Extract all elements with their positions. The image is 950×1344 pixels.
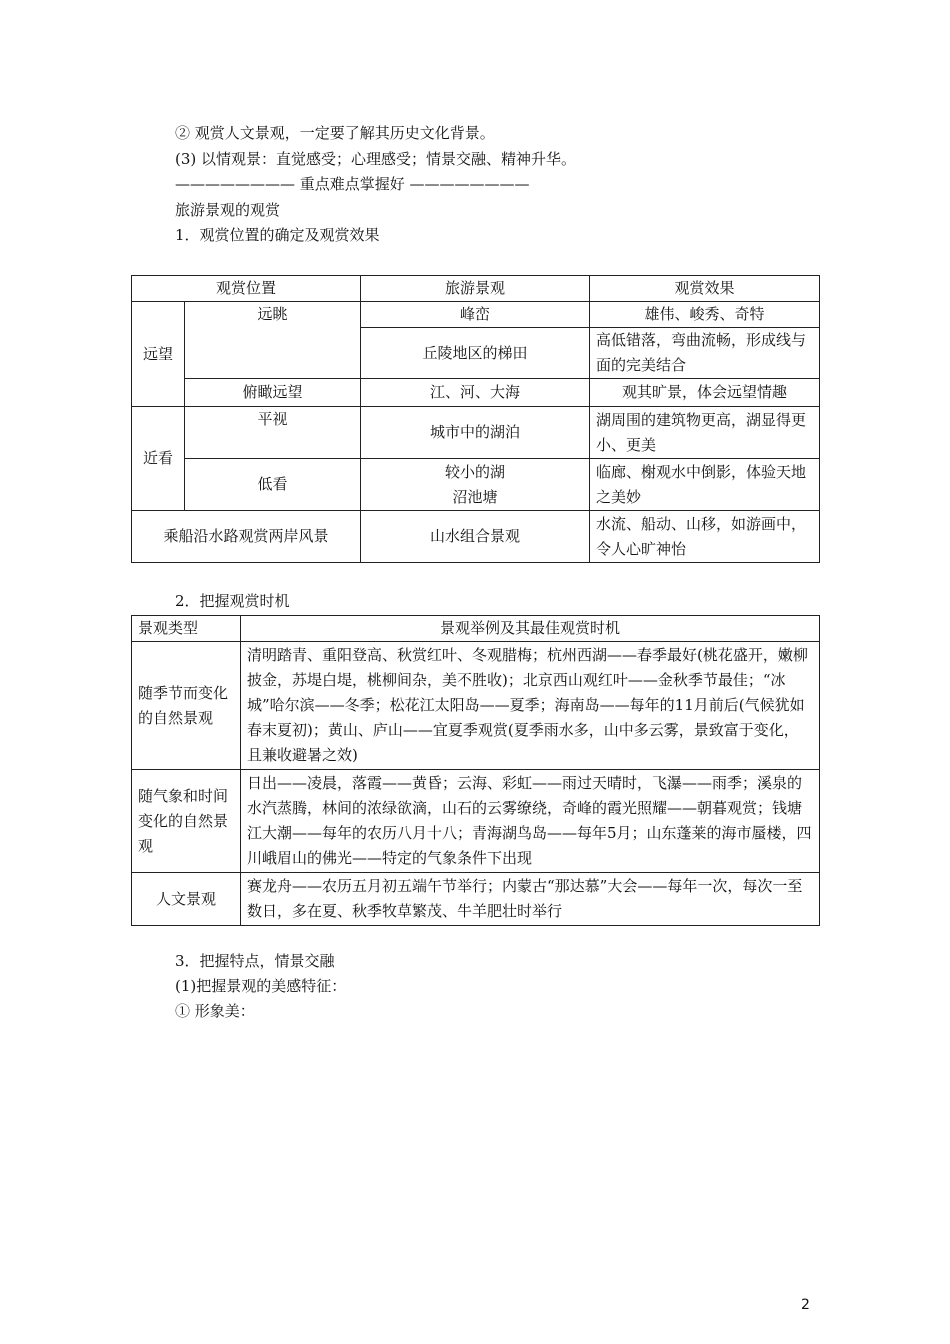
peaks-effect-cell: 雄伟、峻秀、奇特: [590, 302, 820, 328]
small-lake-effect-cell: 临廊、榭观水中倒影，体验天地之美妙: [590, 459, 820, 511]
table1-header-position: 观赏位置: [132, 276, 361, 302]
weather-desc-cell: 日出——凌晨，落霞——黄昏；云海、彩虹——雨过天晴时，飞瀑——雨季；溪泉的水汽蒸腾，林间的浓绿欲滴，山石的云雾缭绕，奇峰的霞光照耀——朝暮观赏；钱塘江大潮——每年的农历八月十八；青海湖鸟岛——每年5月；山东蓬莱的海市蜃楼，四川峨眉山的佛光——特定的气象条件下出现: [241, 770, 820, 873]
section-divider: ———————— 重点难点掌握好 ————————: [175, 175, 530, 193]
pond-text: 沼池塘: [452, 487, 498, 506]
section-3-title: 3．把握特点，情景交融: [175, 952, 335, 970]
viewing-timing-table: [131, 615, 820, 926]
boat-effect-cell: 水流、船动、山移，如游画中，令人心旷神怡: [590, 511, 820, 563]
intro-line-2: (3) 以情观景：直觉感受；心理感受；情景交融、精神升华。: [175, 150, 577, 168]
seasonal-type-cell: 随季节而变化的自然景观: [132, 642, 241, 770]
topic-heading: 旅游景观的观赏: [175, 201, 281, 219]
viewing-position-table: [131, 275, 820, 563]
table1-header-scene: 旅游景观: [361, 276, 590, 302]
section-3-sub-1: (1)把握景观的美感特征：: [175, 977, 347, 995]
cultural-type-cell: 人文景观: [132, 873, 241, 926]
terraces-cell: 丘陵地区的梯田: [361, 328, 590, 379]
intro-line-1: ② 观赏人文景观，一定要了解其历史文化背景。: [175, 124, 495, 142]
near-view-cell: 近看: [132, 407, 185, 511]
small-lake-text: 较小的湖: [445, 462, 506, 481]
table2-header-type: 景观类型: [132, 616, 241, 642]
far-view-cell: 远望: [132, 302, 185, 407]
page-number: 2: [801, 1297, 810, 1313]
small-lake-cell: [361, 459, 590, 511]
mountain-water-cell: 山水组合景观: [361, 511, 590, 563]
cultural-desc-cell: 赛龙舟——农历五月初五端午节举行；内蒙古“那达慕”大会——每年一次，每次一至数日，多在夏、秋季牧草繁茂、牛羊肥壮时举行: [241, 873, 820, 926]
sea-cell: 江、河、大海: [361, 379, 590, 407]
section-3-sub-2: ① 形象美：: [175, 1002, 255, 1020]
peaks-cell: 峰峦: [361, 302, 590, 328]
table2-header-desc: 景观举例及其最佳观赏时机: [241, 616, 820, 642]
boat-view-cell: 乘船沿水路观赏两岸风景: [132, 511, 361, 563]
terraces-effect-cell: 高低错落，弯曲流畅，形成线与面的完美结合: [590, 328, 820, 379]
section-1-title: 1．观赏位置的确定及观赏效果: [175, 226, 380, 244]
sea-effect-cell: 观其旷景，体会远望情趣: [590, 379, 820, 407]
city-lake-cell: 城市中的湖泊: [361, 407, 590, 459]
seasonal-desc-cell: 清明踏青、重阳登高、秋赏红叶、冬观腊梅；杭州西湖——春季最好(桃花盛开，嫩柳披金，苏堤白堤，桃柳间杂，美不胜收)；北京西山观红叶——金秋季节最佳；“冰城”哈尔滨——冬季；松花江太阳岛——夏季；海南岛——每年的11月前后(气候犹如春末夏初)；黄山、庐山——宜夏季观赏(夏季雨水多，山中多云雾，景致富于变化，且兼收避暑之效): [241, 642, 820, 770]
weather-type-cell: 随气象和时间变化的自然景观: [132, 770, 241, 873]
level-view-cell: 平视: [185, 407, 361, 459]
overlook-cell: 远眺: [185, 302, 361, 379]
table1-header-effect: 观赏效果: [590, 276, 820, 302]
look-down-cell: 低看: [185, 459, 361, 511]
overlook-far-cell: 俯瞰远望: [185, 379, 361, 407]
section-2-title: 2．把握观赏时机: [175, 592, 290, 610]
city-lake-effect-cell: 湖周围的建筑物更高，湖显得更小、更美: [590, 407, 820, 459]
